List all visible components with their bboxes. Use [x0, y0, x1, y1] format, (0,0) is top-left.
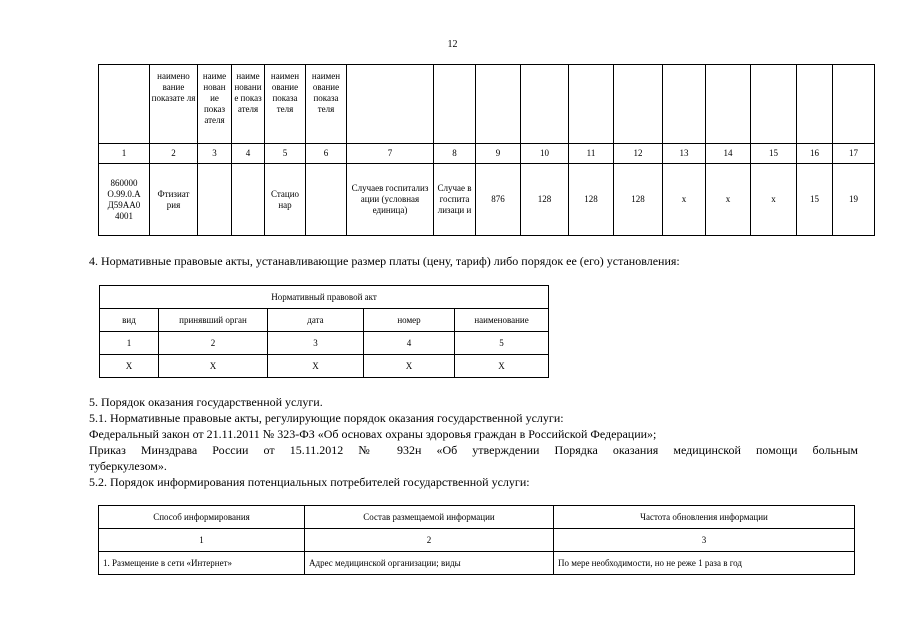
- table-cell: 14: [706, 144, 751, 164]
- table-cell: х: [706, 164, 751, 236]
- table-cell: 4: [364, 332, 455, 355]
- table-cell: 128: [521, 164, 569, 236]
- table-cell: 5: [265, 144, 306, 164]
- table-cell: Случае в госпита лизаци и: [434, 164, 476, 236]
- table-cell: Адрес медицинской организации; виды: [305, 552, 554, 575]
- table-cell: По мере необходимости, но не реже 1 раза в год: [554, 552, 855, 575]
- page-number: 12: [447, 39, 458, 50]
- table-number-row: [99, 529, 855, 552]
- table-cell: 876: [476, 164, 521, 236]
- table-cell: [521, 65, 569, 144]
- table-cell: наимено вание показате ля: [150, 65, 198, 144]
- table-cell: 1: [99, 144, 150, 164]
- table-header-row: [99, 65, 875, 144]
- table-cell: [833, 65, 875, 144]
- table-cell: 10: [521, 144, 569, 164]
- table-cell: 3: [554, 529, 855, 552]
- table-cell: [306, 164, 347, 236]
- table-cell: Х: [100, 355, 159, 378]
- table-cell: 860000 О.99.0.А Д59АА0 4001: [99, 164, 150, 236]
- column-header: Частота обновления информации: [554, 506, 855, 529]
- table-cell: [99, 65, 150, 144]
- table-cell: 13: [663, 144, 706, 164]
- table-cell: Х: [364, 355, 455, 378]
- table-cell: Х: [159, 355, 268, 378]
- table-cell: 2: [305, 529, 554, 552]
- table-cell: Фтизиат рия: [150, 164, 198, 236]
- table-row: [99, 552, 855, 575]
- law-2-text-cont: туберкулезом».: [89, 459, 167, 473]
- table-cell: 9: [476, 144, 521, 164]
- table-cell: Х: [455, 355, 549, 378]
- section5-heading: 5. Порядок оказания государственной услуги.: [89, 395, 323, 409]
- table-cell: наимен ование показа теля: [306, 65, 347, 144]
- table-cell: 16: [797, 144, 833, 164]
- table-cell: 1. Размещение в сети «Интернет»: [99, 552, 305, 575]
- table-number-row: [99, 144, 875, 164]
- table-cell: наиме новани е показ ателя: [232, 65, 265, 144]
- column-header: Состав размещаемой информации: [305, 506, 554, 529]
- table-number-row: [100, 332, 549, 355]
- column-header: дата: [268, 309, 364, 332]
- service-volume-table: [98, 64, 875, 236]
- section5-1-text: 5.1. Нормативные правовые акты, регулирующие порядок оказания государственной услуги:: [89, 411, 564, 425]
- table-cell: наиме нован ие показ ателя: [198, 65, 232, 144]
- table-cell: 7: [347, 144, 434, 164]
- table-cell: х: [751, 164, 797, 236]
- table-cell: 5: [455, 332, 549, 355]
- table-cell: [751, 65, 797, 144]
- table-cell: [232, 164, 265, 236]
- section4-heading: 4. Нормативные правовые акты, устанавливающие размер платы (цену, тариф) либо порядок ее (его) установления:: [89, 254, 680, 268]
- table-cell: [198, 164, 232, 236]
- table-cell: 128: [614, 164, 663, 236]
- table-header-row: [99, 506, 855, 529]
- information-methods-table: [98, 505, 855, 575]
- law-2-text: Приказ Минздрава России от 15.11.2012 № 932н «Об утверждении Порядка оказания медицинской помощи больным: [89, 443, 858, 457]
- table-cell: [663, 65, 706, 144]
- column-header: Способ информирования: [99, 506, 305, 529]
- table-cell: [569, 65, 614, 144]
- table-cell: наимен ование показа теля: [265, 65, 306, 144]
- table-cell: [347, 65, 434, 144]
- table-cell: 8: [434, 144, 476, 164]
- table-row: [99, 164, 875, 236]
- table-row: [100, 355, 549, 378]
- section5-2-text: 5.2. Порядок информирования потенциальных потребителей государственной услуги:: [89, 475, 530, 489]
- table-cell: 3: [268, 332, 364, 355]
- table-cell: 15: [751, 144, 797, 164]
- table-cell: Стацио нар: [265, 164, 306, 236]
- table-title: Нормативный правовой акт: [100, 286, 549, 309]
- column-header: наименование: [455, 309, 549, 332]
- table-cell: 2: [150, 144, 198, 164]
- column-header: номер: [364, 309, 455, 332]
- table-cell: 11: [569, 144, 614, 164]
- column-header: принявший орган: [159, 309, 268, 332]
- table-cell: 1: [99, 529, 305, 552]
- table-cell: Х: [268, 355, 364, 378]
- table-header-row: [100, 309, 549, 332]
- column-header: вид: [100, 309, 159, 332]
- table-cell: 128: [569, 164, 614, 236]
- table-cell: 3: [198, 144, 232, 164]
- table-cell: х: [663, 164, 706, 236]
- table-cell: 12: [614, 144, 663, 164]
- table-cell: 17: [833, 144, 875, 164]
- table-cell: [706, 65, 751, 144]
- table-cell: 1: [100, 332, 159, 355]
- table-cell: [614, 65, 663, 144]
- law-1-text: Федеральный закон от 21.11.2011 № 323-ФЗ «Об основах охраны здоровья граждан в Российской Федерации»;: [89, 427, 657, 441]
- table-cell: 4: [232, 144, 265, 164]
- table-cell: 2: [159, 332, 268, 355]
- table-cell: 15: [797, 164, 833, 236]
- table-cell: [434, 65, 476, 144]
- table-cell: 6: [306, 144, 347, 164]
- table-cell: [476, 65, 521, 144]
- table-cell: 19: [833, 164, 875, 236]
- legal-acts-table: [99, 285, 549, 378]
- table-cell: [797, 65, 833, 144]
- table-title-row: [100, 286, 549, 309]
- table-cell: Случаев госпитализ ации (условная единица): [347, 164, 434, 236]
